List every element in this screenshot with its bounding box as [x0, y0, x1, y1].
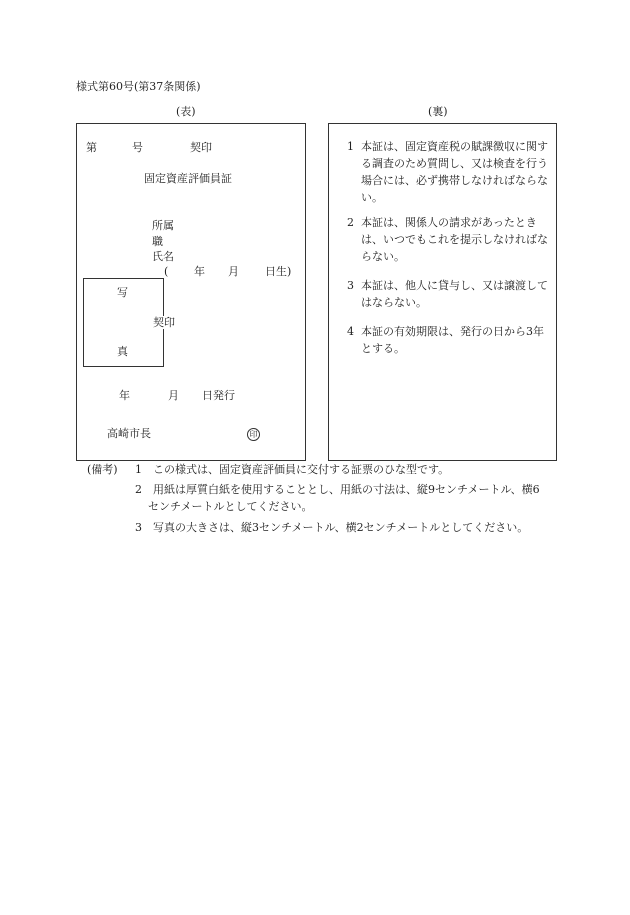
- back-item-3-text: 本証は、他人に貸与し、又は譲渡してはならない。: [361, 279, 548, 309]
- name-label: 氏名: [152, 250, 174, 263]
- front-card: [76, 123, 306, 461]
- issue-date: 日発行: [202, 389, 235, 402]
- birth-open: (: [164, 265, 169, 278]
- position-label: 職: [152, 234, 163, 248]
- issue-year: 年: [119, 389, 130, 402]
- issue-month: 月: [168, 389, 179, 402]
- back-item-1-text: 本証は、固定資産税の賦課徴収に関する調査のため質問し、又は検査を行う場合には、必ず携帯しなければならない。: [361, 140, 548, 204]
- seal-mark-top: 契印: [190, 141, 212, 154]
- issuer: 高崎市長: [107, 427, 151, 440]
- front-heading: (表): [176, 105, 196, 118]
- back-item-3-num: 3: [347, 279, 354, 292]
- form-title: 様式第60号(第37条関係): [76, 80, 201, 93]
- back-item-4-text: 本証の有効期限は、発行の日から3年とする。: [361, 325, 544, 355]
- note-2-text: 用紙は厚質白紙を使用することとし、用紙の寸法は、縦9センチメートル、横6センチメートルとしてください。: [148, 483, 540, 513]
- photo-top-char: 写: [117, 286, 128, 299]
- number-prefix: 第: [86, 141, 97, 154]
- note-3-num: 3: [135, 521, 142, 534]
- birth-year: 年: [194, 265, 205, 278]
- photo-bottom-char: 真: [117, 345, 128, 358]
- birth-day: 日生): [265, 265, 292, 278]
- number-suffix: 号: [132, 141, 143, 154]
- birth-month: 月: [228, 265, 239, 278]
- note-2-num: 2: [135, 483, 142, 496]
- note-1-text: この様式は、固定資産評価員に交付する証票のひな型です。: [153, 463, 450, 476]
- holder-fields: [152, 218, 174, 265]
- photo-frame: [83, 278, 164, 367]
- back-item-4-num: 4: [347, 325, 354, 338]
- card-title: 固定資産評価員証: [144, 172, 232, 185]
- notes-label: (備考): [87, 463, 118, 476]
- back-item-2-num: 2: [347, 216, 354, 229]
- back-card: [328, 123, 557, 461]
- back-item-1-num: 1: [347, 140, 354, 153]
- affiliation-label: 所属: [152, 219, 174, 232]
- back-item-2-text: 本証は、関係人の請求があったときは、いつでもこれを提示しなければならない。: [361, 216, 548, 263]
- back-heading: (裏): [428, 105, 448, 118]
- issuer-seal: 印: [247, 428, 260, 441]
- note-3-text: 写真の大きさは、縦3センチメートル、横2センチメートルとしてください。: [153, 521, 529, 534]
- photo-seal-mark: 契印: [153, 316, 175, 329]
- note-1-num: 1: [135, 463, 142, 476]
